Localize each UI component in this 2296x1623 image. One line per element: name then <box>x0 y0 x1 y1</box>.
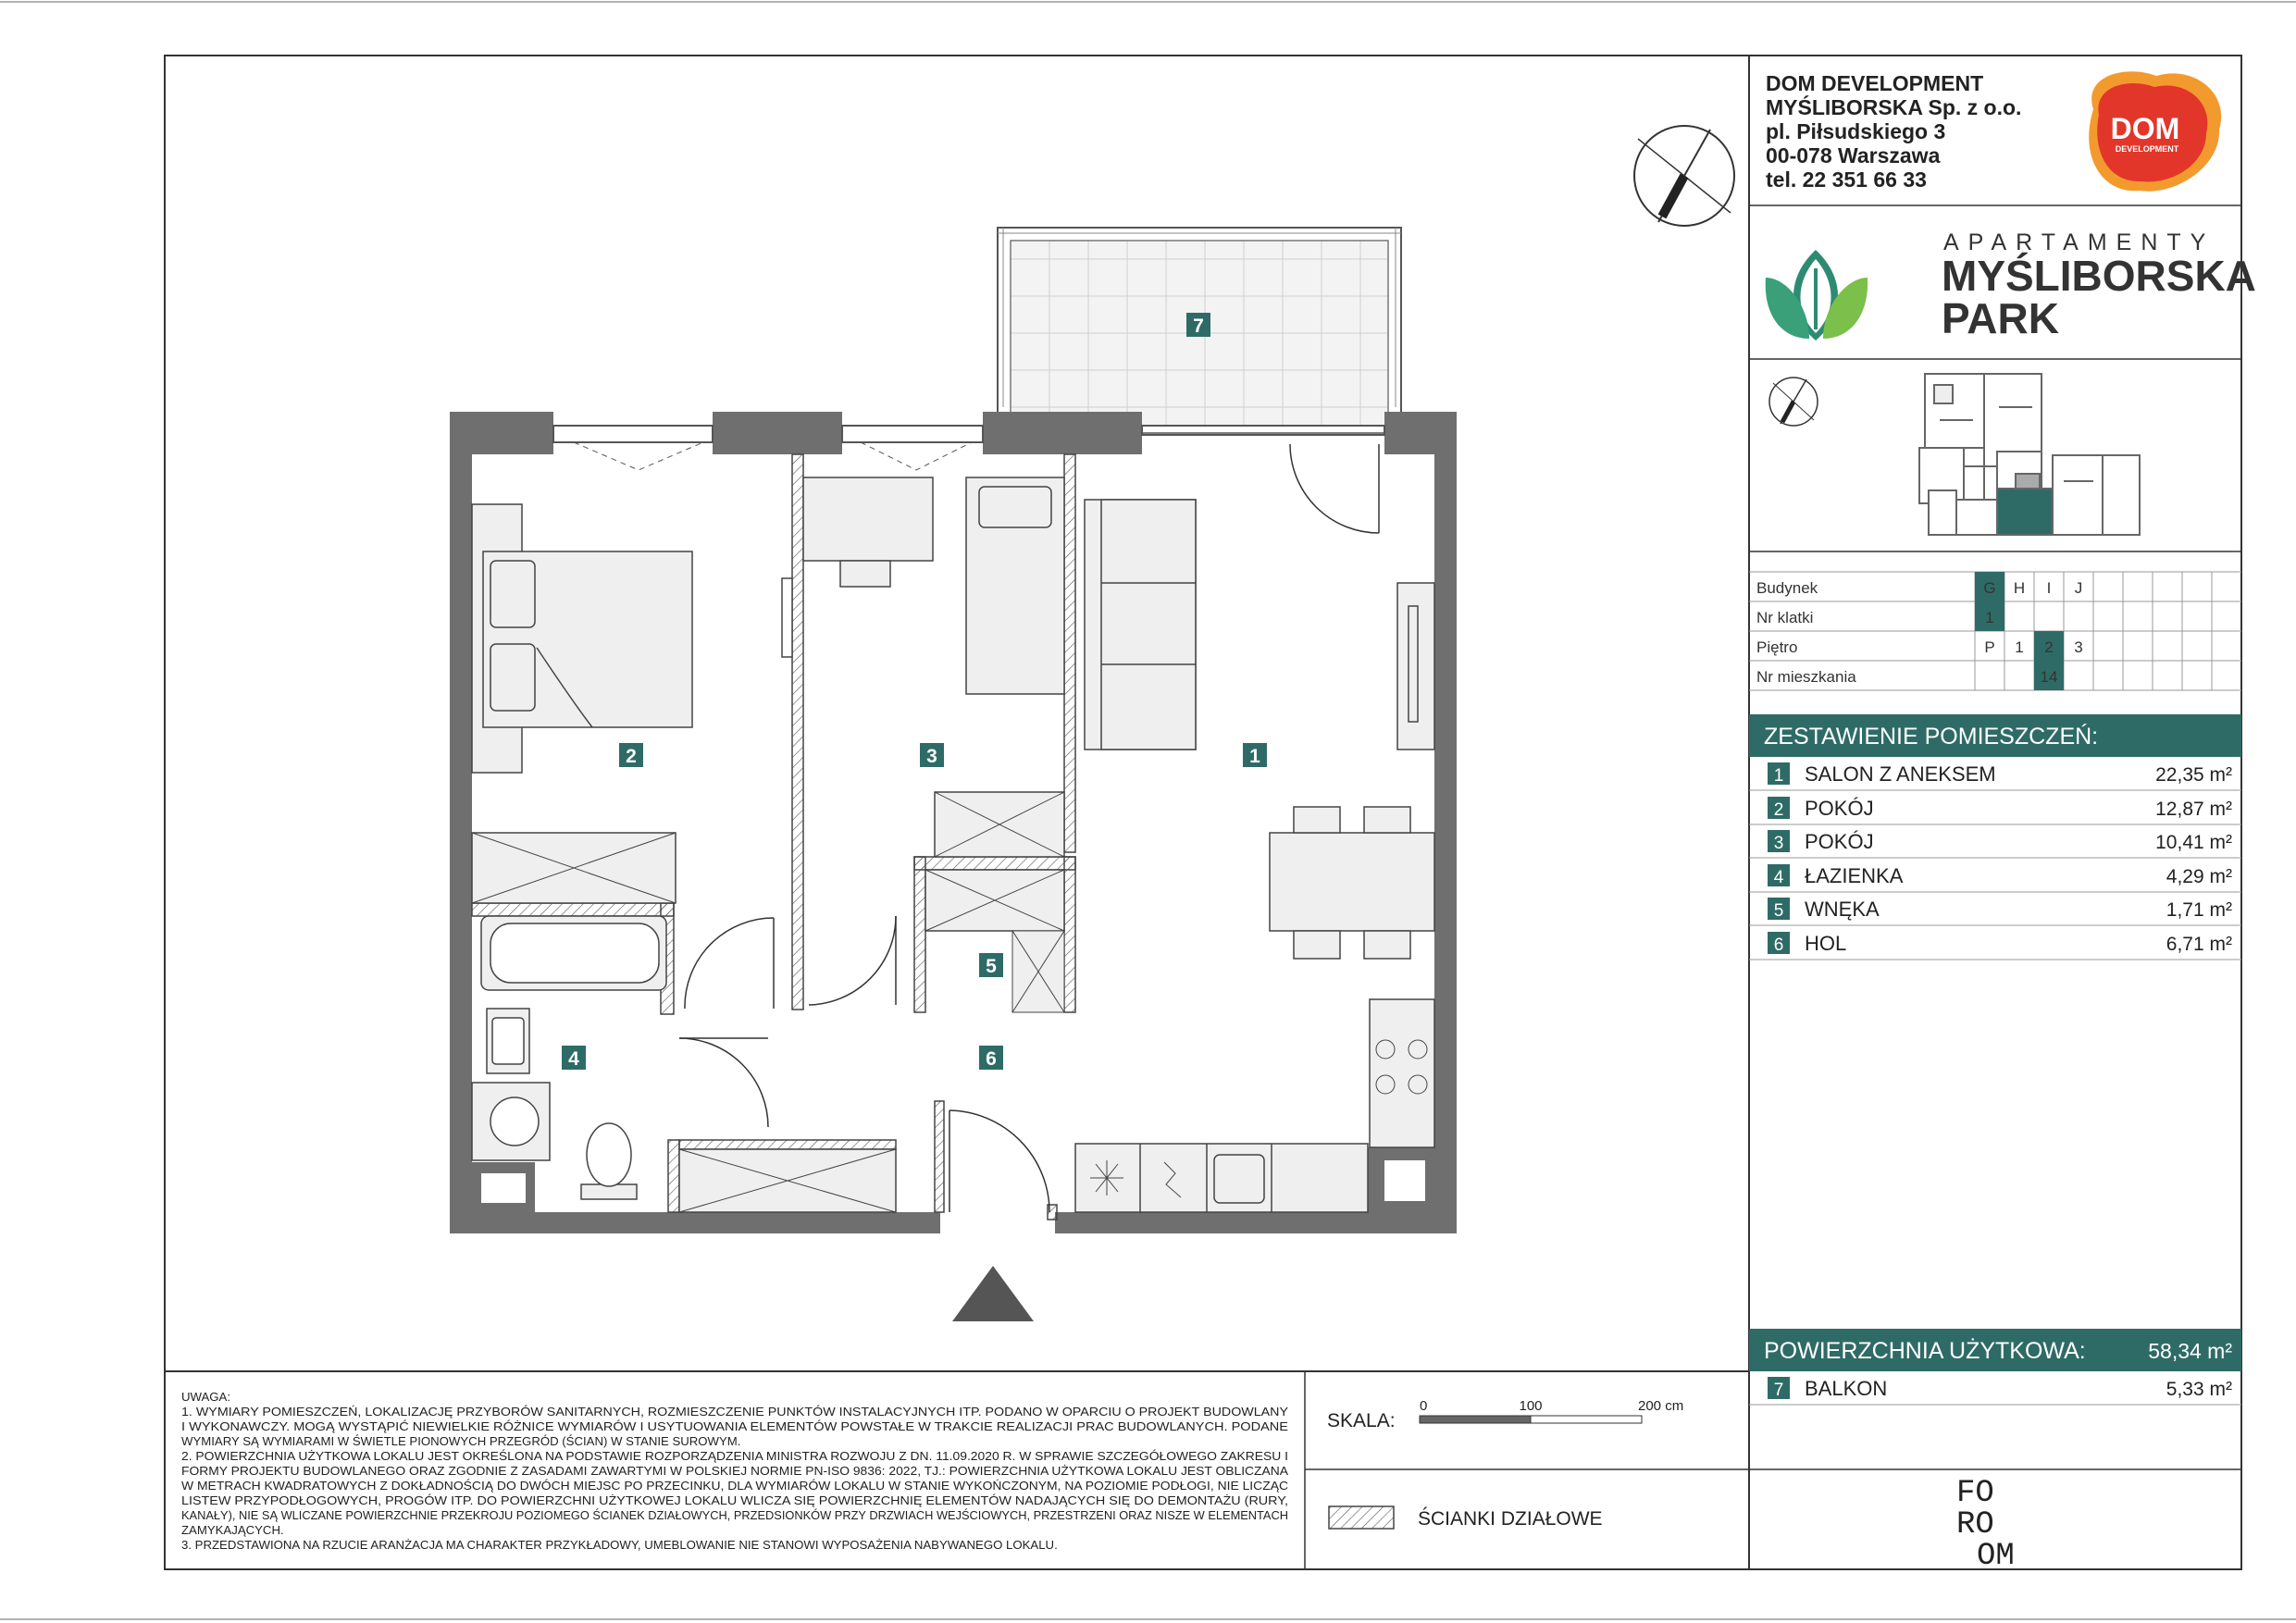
locator-cell: J <box>2074 579 2083 597</box>
company-info <box>1766 71 2021 192</box>
scale-bar <box>1327 1398 1683 1431</box>
project-logo <box>1766 229 2256 342</box>
usable-area-label: POWIERZCHNIA UŻYTKOWA: <box>1764 1338 2086 1364</box>
legend <box>1329 1506 1603 1530</box>
locator-label-floor: Piętro <box>1756 638 1798 656</box>
room-label-7 <box>1186 313 1210 337</box>
svg-text:6: 6 <box>1773 935 1784 955</box>
scale-tick: 200 cm <box>1638 1398 1684 1414</box>
svg-text:BALKON: BALKON <box>1805 1377 1888 1400</box>
project-line-1: APARTAMENTY <box>1943 229 2215 255</box>
locator-cell: 14 <box>2040 668 2058 686</box>
room-row <box>1749 797 2241 824</box>
svg-text:7: 7 <box>1193 316 1204 337</box>
room-label-3 <box>920 743 944 767</box>
locator-cell: P <box>1984 638 1995 656</box>
room-label-1 <box>1243 743 1267 767</box>
svg-text:7: 7 <box>1773 1381 1784 1400</box>
company-line-1: DOM DEVELOPMENT <box>1766 71 1984 95</box>
logo-sub-text: DEVELOPMENT <box>2115 144 2179 154</box>
foroom-logo <box>1956 1476 2015 1574</box>
bed-room-2 <box>472 504 692 903</box>
room-label-5 <box>979 953 1003 977</box>
note-line: KANAŁY), NIE SĄ WLICZANE POWIERZCHNIE PRZEKROJU POZIOMEGO ŚCIANEK DZIAŁOWYCH, PRZEDSIONKÓW PRZY DRZWIACH WEJŚCIOWYCH, PRZESTRZENI ORAZ NISZE W ELEMENTACH <box>181 1508 1288 1522</box>
scale-tick: 0 <box>1420 1398 1428 1414</box>
balcony-row <box>1749 1377 2241 1405</box>
room-row <box>1749 864 2241 892</box>
locator-label-building: Budynek <box>1756 579 1818 597</box>
svg-text:ŁAZIENKA: ŁAZIENKA <box>1805 864 1904 887</box>
shaft-right <box>1384 1160 1425 1201</box>
locator-cell: I <box>2046 579 2052 597</box>
locator-cell: 2 <box>2044 638 2054 656</box>
room-label-2 <box>619 743 643 767</box>
leaf-icon <box>1766 250 1868 341</box>
room-row <box>1749 830 2241 858</box>
room-row <box>1749 932 2241 960</box>
key-plan <box>1919 374 2140 535</box>
company-line-5: tel. 22 351 66 33 <box>1766 167 1927 192</box>
svg-text:6,71 m²: 6,71 m² <box>2166 934 2232 955</box>
logo-main-text: DOM <box>2110 112 2180 145</box>
note-line: ZAMYKAJĄCYCH. <box>181 1523 284 1537</box>
svg-text:OM: OM <box>1977 1539 2015 1574</box>
dom-development-logo <box>2089 71 2221 192</box>
note-line: 1. WYMIARY POMIESZCZEŃ, LOKALIZACJĘ PRZYBORÓW SANITARNYCH, ROZMIESZCZENIE PUNKTÓW INSTALACYJNYCH ITP. PODANO W OPARCIU O PROJEKT BUDOWLANY <box>181 1405 1289 1419</box>
locator-cell: G <box>1983 579 1996 597</box>
radiator-room2 <box>782 578 792 657</box>
sidebar <box>1749 71 2256 1574</box>
rooms-header: ZESTAWIENIE POMIESZCZEŃ: <box>1764 724 2099 750</box>
svg-text:SALON Z ANEKSEM: SALON Z ANEKSEM <box>1805 762 1996 786</box>
usable-area-value: 58,34 m² <box>2148 1339 2232 1363</box>
svg-text:POKÓJ: POKÓJ <box>1805 830 1874 853</box>
svg-text:4,29 m²: 4,29 m² <box>2166 866 2232 887</box>
svg-text:5,33 m²: 5,33 m² <box>2166 1379 2232 1400</box>
company-line-3: pl. Piłsudskiego 3 <box>1766 119 1946 143</box>
svg-text:1,71 m²: 1,71 m² <box>2166 899 2232 921</box>
svg-text:3: 3 <box>926 746 937 767</box>
note-line: 3. PRZEDSTAWIONA NA RZUCIE ARANŻACJA MA CHARAKTER PRZYKŁADOWY, UMEBLOWANIE NIE STANOWI WYPOSAŻENIA NABYWANEGO LOKALU. <box>181 1538 1058 1552</box>
room-row <box>1749 898 2241 925</box>
floor-plan <box>450 126 1734 1321</box>
locator-cell: 3 <box>2074 638 2083 656</box>
svg-text:FO: FO <box>1956 1476 1994 1511</box>
shaft-left <box>481 1173 526 1203</box>
scale-tick: 100 <box>1519 1398 1543 1414</box>
mini-compass-icon <box>1769 378 1818 426</box>
svg-text:HOL: HOL <box>1805 932 1847 955</box>
svg-text:10,41 m²: 10,41 m² <box>2155 832 2232 853</box>
note-line: 2. POWIERZCHNIA UŻYTKOWA LOKALU JEST OKREŚLONA NA PODSTAWIE ROZPORZĄDZENIA MINISTRA ROZWOJU Z DN. 11.09.2020 R. W SPRAWIE SZCZEGÓŁOWEGO ZAKRESU I <box>181 1449 1288 1463</box>
svg-text:4: 4 <box>568 1048 579 1070</box>
locator-cell: 1 <box>2015 638 2024 656</box>
svg-text:5: 5 <box>986 956 997 977</box>
legend-label: ŚCIANKI DZIAŁOWE <box>1418 1508 1603 1530</box>
scale-label: SKALA: <box>1327 1410 1396 1431</box>
locator-cell: H <box>2013 579 2026 597</box>
svg-text:1: 1 <box>1773 766 1784 786</box>
company-line-2: MYŚLIBORSKA Sp. z o.o. <box>1766 95 2022 119</box>
entrance-arrow-icon <box>952 1266 1034 1321</box>
room-row <box>1749 762 2241 790</box>
locator-label-stairwell: Nr klatki <box>1756 609 1814 626</box>
room-label-6 <box>979 1046 1003 1070</box>
note-line: W METRACH KWADRATOWYCH Z DOKŁADNOŚCIĄ DO DWÓCH MIEJSC PO PRZECINKU, DLA WYMIARÓW LOKALU W STANIE WYKOŃCZONYM, NA POZIOMIE PODŁOGI, NIE LICZĄC <box>181 1479 1289 1493</box>
note-line: I WYKONAWCZY. MOGĄ WYSTĄPIĆ NIEWIELKIE RÓŻNICE WYMIARÓW I USYTUOWANIA ELEMENTÓW POWSTAŁE W TRAKCIE REALIZACJI PRAC BUDOWLANYCH. PODANE <box>181 1419 1289 1433</box>
windows <box>553 426 1384 442</box>
svg-text:3: 3 <box>1773 834 1784 853</box>
svg-text:5: 5 <box>1773 901 1784 921</box>
svg-text:POKÓJ: POKÓJ <box>1805 797 1874 820</box>
svg-text:2: 2 <box>626 746 637 767</box>
room-label-4 <box>562 1046 586 1070</box>
company-line-4: 00-078 Warszawa <box>1766 143 1941 167</box>
locator-label-apartment: Nr mieszkania <box>1756 668 1856 686</box>
svg-text:22,35 m²: 22,35 m² <box>2155 764 2232 786</box>
svg-text:6: 6 <box>986 1048 997 1070</box>
locator-cell: 1 <box>1985 609 1994 626</box>
notes-title: UWAGA: <box>181 1390 230 1404</box>
note-line: LISTEW PRZYPODŁOGOWYCH, PROGÓW ITP. DO POWIERZCHNI UŻYTKOWEJ LOKALU WLICZA SIĘ POWIERZCHNIĘ ELEMENTÓW NADAJĄCYCH SIĘ DO DEMONTAŻU (RURY, <box>181 1493 1288 1507</box>
rooms-list <box>1749 762 2241 960</box>
svg-text:WNĘKA: WNĘKA <box>1805 898 1880 921</box>
hatch-swatch <box>1329 1506 1394 1529</box>
project-line-2: MYŚLIBORSKA <box>1942 252 2256 300</box>
project-line-3: PARK <box>1942 294 2059 342</box>
note-line: WYMIARY SĄ WYMIARAMI W ŚWIETLE PIONOWYCH PRZEGRÓD (ŚCIAN) W STANIE SUROWYM. <box>181 1434 741 1448</box>
svg-text:4: 4 <box>1773 868 1784 887</box>
compass-icon <box>1634 126 1734 226</box>
note-line: FORMY PROJEKTU BUDOWLANEGO ORAZ ZGODNIE Z ZASADAMI ZAWARTYMI W POLSKIEJ NORMIE PN-ISO 9836: 2022, TJ.: POWIERZCHNIA UŻYTKOWA LOKALU JEST OBLICZANA <box>181 1464 1289 1478</box>
svg-text:1: 1 <box>1249 746 1260 767</box>
locator-table <box>1749 572 2241 690</box>
svg-text:RO: RO <box>1956 1507 1994 1542</box>
svg-text:12,87 m²: 12,87 m² <box>2155 799 2232 820</box>
notes <box>181 1390 1288 1552</box>
svg-text:2: 2 <box>1773 800 1784 820</box>
